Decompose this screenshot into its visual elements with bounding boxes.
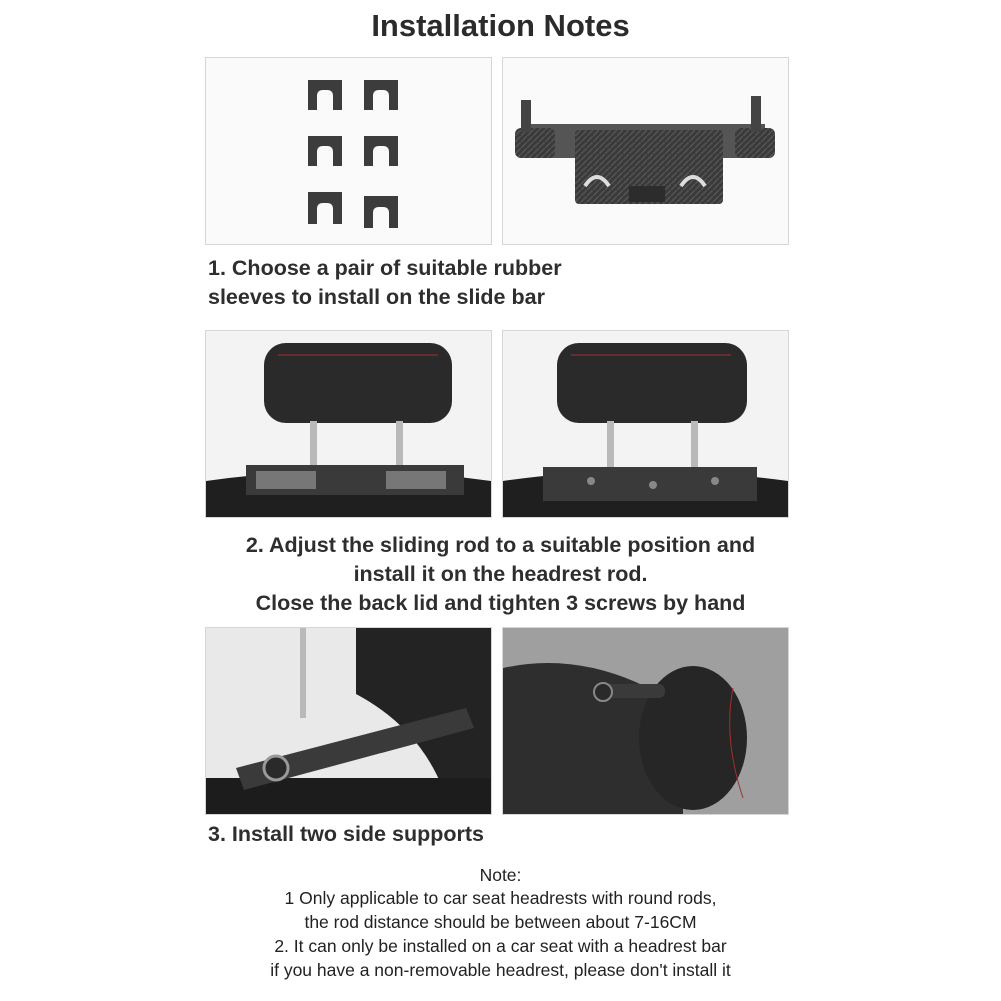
step-3-line-1: 3. Install two side supports xyxy=(208,822,484,846)
note-line-2: the rod distance should be between about 7-16CM xyxy=(304,912,697,932)
headrest-closed-image xyxy=(502,330,789,518)
note-line-4: if you have a non-removable headrest, please don't install it xyxy=(270,960,731,980)
step-2-line-1: 2. Adjust the sliding rod to a suitable position and xyxy=(245,533,756,557)
page-title: Installation Notes xyxy=(371,8,630,43)
step-1-line-2: sleeves to install on the slide bar xyxy=(208,285,545,309)
step-1-line-1: 1. Choose a pair of suitable rubber xyxy=(208,256,562,280)
step-2-line-3: Close the back lid and tighten 3 screws by hand xyxy=(255,591,746,615)
headrest-open-image xyxy=(205,330,492,518)
step-2-line-2: install it on the headrest rod. xyxy=(353,562,648,586)
rubber-sleeves-image xyxy=(205,57,492,245)
side-support-installed-image xyxy=(502,627,789,815)
note-heading: Note: xyxy=(479,865,522,885)
slide-bar-image xyxy=(502,57,789,245)
note-line-1: 1 Only applicable to car seat headrests with round rods, xyxy=(284,888,717,908)
side-support-rod-image xyxy=(205,627,492,815)
note-line-3: 2. It can only be installed on a car seat with a headrest bar xyxy=(274,936,727,956)
